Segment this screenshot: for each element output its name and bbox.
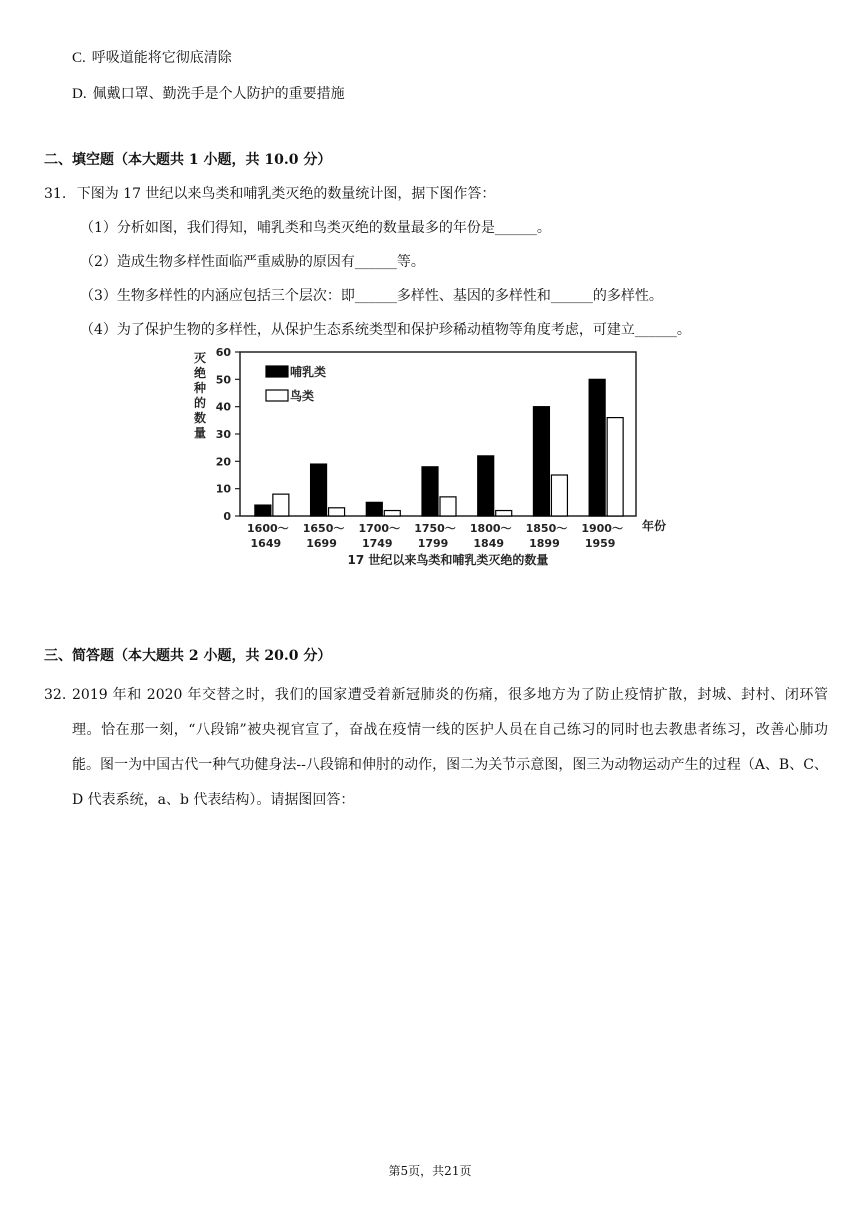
y-axis-label-char: 绝 (193, 366, 207, 380)
y-axis-label-char: 种 (193, 381, 207, 395)
x-tick-label-top: 1800～ (469, 522, 512, 535)
bar-bird (440, 497, 456, 516)
bar-bird (607, 418, 623, 516)
y-tick-label: 60 (215, 346, 231, 359)
question-text: 下图为 17 世纪以来鸟类和哺乳类灭绝的数量统计图，据下图作答： (76, 186, 496, 202)
y-tick-label: 30 (215, 428, 231, 441)
x-tick-label-top: 1850～ (525, 522, 568, 535)
x-tick-label-bottom: 1959 (584, 537, 616, 550)
section-title-short-answer: 三、简答题（本大题共 2 小题，共 20.0 分） (44, 648, 332, 664)
option-text: 呼吸道能将它彻底清除 (91, 50, 232, 66)
x-tick-label-top: 1900～ (581, 522, 623, 535)
section-title-fill-in: 二、填空题（本大题共 1 小题，共 10.0 分） (44, 152, 332, 168)
bar-mammal (422, 467, 438, 516)
question-32-text: 2019 年和 2020 年交替之时，我们的国家遭受着新冠肺炎的伤痛，很多地方为了防止疫情扩散，封城、封村、闭环管理。恰在那一刻，“八段锦”被央视官宣了，奋战在疫情一线的医护人员在自己练习的同时也去教患者练习，改善心肺功能。图一为中国古代一种气功健身法--八段锦和伸肘的动作，图二为关节示意图，图三为动物运动产生的过程（A、B、C、D 代表系统，a、b 代表结构）。请据图回答： (72, 687, 828, 808)
y-axis-label-char: 灭 (193, 351, 207, 365)
bar-mammal (311, 464, 327, 516)
question-31-stem (44, 184, 495, 204)
question-31-sub-4: （4）为了保护生物的多样性，从保护生态系统类型和保护珍稀动植物等角度考虑，可建立______。 (80, 322, 691, 338)
y-tick-label: 20 (215, 455, 231, 469)
question-number: 31. (44, 186, 67, 202)
option-c (72, 48, 232, 68)
x-tick-label-top: 1600～ (247, 522, 289, 535)
x-tick-label-bottom: 1749 (361, 537, 393, 550)
bar-mammal (366, 502, 382, 516)
chart-title: 17 世纪以来鸟类和哺乳类灭绝的数量 (347, 553, 549, 567)
x-tick-label-top: 1750～ (414, 522, 456, 535)
question-31-sub-1: （1）分析如图，我们得知，哺乳类和鸟类灭绝的数量最多的年份是______。 (80, 220, 551, 236)
legend-label: 哺乳类 (290, 365, 327, 379)
question-32-number: 32. (44, 687, 67, 703)
bar-bird (551, 475, 567, 516)
x-tick-label-bottom: 1849 (473, 537, 505, 550)
y-tick-label: 50 (215, 373, 231, 387)
bar-mammal (478, 456, 494, 516)
y-axis-label-char: 的 (193, 396, 207, 410)
y-axis-label-char: 量 (193, 426, 207, 440)
bar-bird (496, 511, 512, 516)
bar-mammal (533, 407, 549, 516)
bar-mammal (255, 505, 271, 516)
bar-bird (273, 494, 289, 516)
x-tick-label-top: 1650～ (302, 522, 345, 535)
x-tick-label-bottom: 1799 (417, 537, 449, 550)
option-d (72, 84, 345, 104)
extinction-bar-chart (186, 344, 676, 576)
bar-bird (384, 511, 400, 516)
bar-bird (329, 508, 345, 516)
x-axis-label: 年份 (642, 519, 667, 533)
question-31-sub-2: （2）造成生物多样性面临严重威胁的原因有______等。 (80, 254, 425, 270)
question-31-sub-3: （3）生物多样性的内涵应包括三个层次：即______多样性、基因的多样性和______的多样性。 (80, 288, 663, 304)
option-letter: C. (72, 50, 86, 66)
legend-label: 鸟类 (290, 389, 315, 403)
y-tick-label: 0 (223, 510, 231, 523)
page-footer: 第5页，共21页 (388, 1164, 472, 1178)
option-letter: D. (72, 86, 87, 102)
x-tick-label-bottom: 1649 (250, 537, 282, 550)
y-axis-label-char: 数 (193, 411, 207, 425)
x-tick-label-bottom: 1699 (306, 537, 337, 550)
x-tick-label-bottom: 1899 (529, 537, 560, 550)
bar-mammal (589, 379, 605, 516)
option-text: 佩戴口罩、勤洗手是个人防护的重要措施 (92, 86, 345, 102)
y-tick-label: 40 (215, 400, 231, 414)
legend-swatch (266, 390, 288, 401)
y-tick-label: 10 (215, 482, 231, 496)
x-tick-label-top: 1700～ (358, 522, 401, 535)
legend-swatch (266, 366, 288, 377)
